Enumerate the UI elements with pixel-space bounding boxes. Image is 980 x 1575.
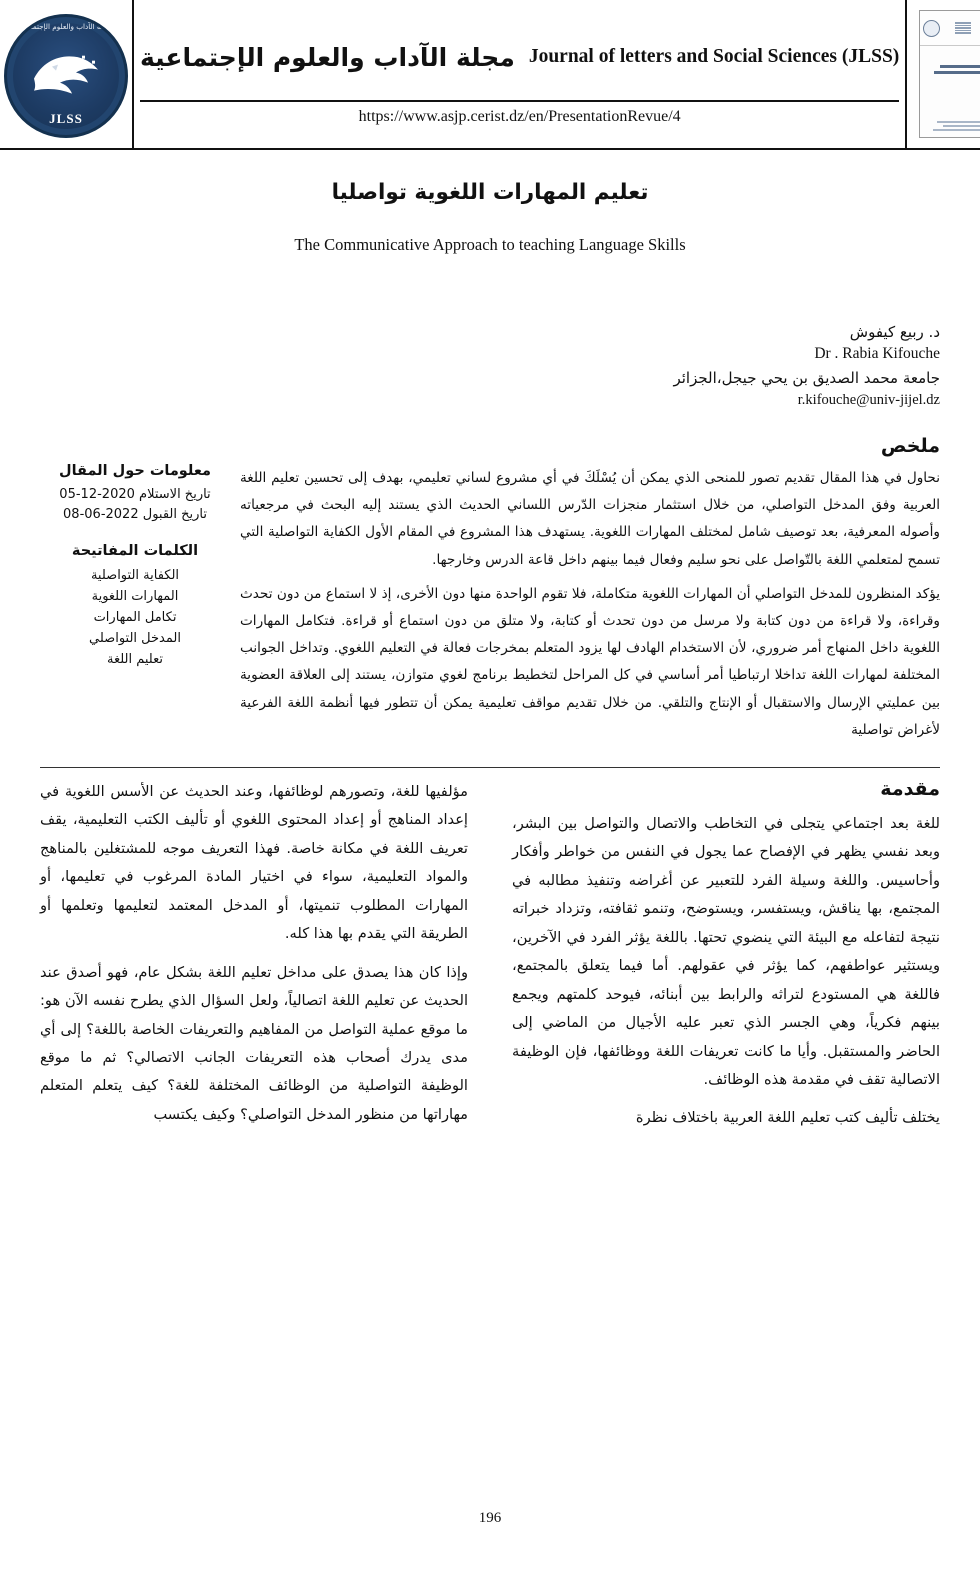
body-paragraph: للغة بعد اجتماعي يتجلى في التخاطب والاتصال والتواصل بين البشر، وبعد نفسي يظهر في الإفصاح عما يجول في النفس من خواطر وأفكار وأحاسيس. واللغة وسيلة الفرد للتعبير عن أغراضه وتنفيذ مطالبه في المجتمع، بها يناقش، ويستفسر، ويستوضح، وتنمو ثقافته، وتزداد خبراته نتيجة لتفاعله مع البيئة التي ينضوي تحتها. باللغة يؤثر الفرد في الآخرين، ويستثير عواطفهم، كما يؤثر في عقولهم. أما فيما يتعلق بالمجتمع، فاللغة هي المستودع لتراثه والرابط بين أبنائه، فيوحد كلمتهم ويجمع بينهم فكرياً، وهي الجسر الذي تعبر عليه الأجيال من الماضي إلى الحاضر والمستقبل. وأيا ما كانت تعريفات اللغة ووظائفها، فإن الوظيفة الاتصالية تقف في مقدمة هذه الوظائف. [512,814,940,1088]
abstract-body [230,435,940,751]
abstract-heading: ملخص [880,435,940,457]
received-date-line [40,485,230,505]
body-paragraph: وإذا كان هذا يصدق على مداخل تعليم اللغة بشكل عام، فهو أصدق عند الحديث عن تعليم اللغة اتصالياً، ولعل السؤال الذي يطرح نفسه الآن هو: ما موقع عملية التواصل من المفاهيم والتعريفات الخاصة باللغة؟ إلى أي مدى يدرك أصحاب هذه التعريفات الجانب الاتصالي؟ ثم ما موقع الوظيفة التواصلية من الوظائف المختلفة للغة؟ كيف يتعلم المتعلم مهاراتها من منظور المدخل التواصلي؟ وكيف يكتسب [40,963,468,1123]
logo-ring-text: مجلة الآداب والعلوم الإجتماعية [20,22,112,31]
author-block [40,323,940,409]
article-info-panel [40,435,230,751]
introduction-section [40,778,940,1143]
logo-acronym: JLSS [49,111,83,126]
jlss-seal-icon [4,14,128,138]
header-center [132,0,907,148]
dove-icon [22,45,110,103]
keyword-item: المهارات اللغوية [91,589,179,605]
article-page [0,150,980,1143]
author-affiliation: جامعة محمد الصديق بن يحي جيجل،الجزائر [673,369,940,387]
cover-footer-lines [920,121,980,131]
journal-url[interactable]: https://www.asjp.cerist.dz/en/PresentationRevue/4 [140,100,899,128]
journal-header [0,0,980,150]
column-left [40,778,490,1143]
page-number: 196 [478,1510,502,1526]
body-paragraph: مؤلفيها للغة، وتصورهم لوظائفها، وعند الحديث عن الأسس اللغوية في إعداد المناهج أو إعداد المحتوى اللغوي أو تأليف الكتب التعليمية، يقف تعريف اللغة في مكانة خاصة. فهذا التعريف موجه للمشتغلين بالمناهج والمواد التعليمية، سواء في اختيار المادة المرغوب في تعليمها، أو المهارات المطلوب تنميتها، أو المدخل المعتمد لتعليمها وتعلمها أو الطريقة التي يقدم بها هذا كله. [40,782,468,943]
abstract-paragraph: يؤكد المنظرون للمدخل التواصلي أن المهارات اللغوية متكاملة، فلا تقوم الواحدة منها دون الأخرى، إذ لا استماع من دون تحدث وقراءة، ولا قراءة من دون كتابة ولا مرسل من دون تحدث أو كتابة، ولا متلق من دون استماع أو قراءة. فتكامل المهارات اللغوية داخل المنهاج أمر ضروري، لأن الاستخدام الهادف لها يزود المتعلم بمخرجات فعالة في التعليم اللغوي. وتداخل الجوانب المختلفة لمهارات اللغة تداخلا ارتباطيا أمر أساسي في كل المراحل لتخطيط برنامج لغوي متوازن، يستند إلى العلاقة العضوية بين عمليتي الإرسال والاستقبال أو الإنتاج والتلقي. من خلال تقديم مواقف تعليمية يمكن أن تتطور فيها أنظمة اللغة الفرعية لأغراض تواصلية [240,585,940,738]
column-right [490,778,940,1143]
cover-secondary-seal-icon [923,20,940,37]
journal-name-en: Journal of letters and Social Sciences (JLSS) [528,46,900,67]
cover-title-lines [920,46,980,92]
author-name-ar: د. ربيع كيفوش [849,323,940,341]
keywords-heading: الكلمات المفاتيحة [71,543,199,560]
journal-name-ar: مجلة الآداب والعلوم الإجتماعية [140,42,515,72]
received-date: 2020-12-05 [59,487,135,502]
abstract-paragraph: نحاول في هذا المقال تقديم تصور للمنحى الذي يمكن أن يُسْلَكَ في أي مشروع لساني تعليمي، بهدف إلى تحسين تعليم اللغة العربية وفق المدخل التواصلي، من خلال استثمار منجزات الدّرس اللساني الحديث الذي يستند إليه البحث في مرجعياته وأصوله المعرفية، بعد توصيف شامل لمختلف المهارات اللغوية. يستهدف هذا المشروع في المقام الأول الكفاية التواصلية التي تسمح لمتعلمي اللغة بالتّواصل على نحو سليم وفعال فيما بينهم داخل قاعة الدرس وخارجها. [240,470,940,568]
keyword-item: تعليم اللغة [106,652,164,668]
abstract-section [40,435,940,751]
keyword-item: تكامل المهارات [93,610,177,626]
body-paragraph: يختلف تأليف كتب تعليم اللغة العربية باختلاف نظرة [635,1109,940,1127]
article-info-heading: معلومات حول المقال [59,463,211,479]
journal-logo [0,0,132,148]
accepted-date-line [40,505,230,525]
keyword-item: المدخل التواصلي [89,631,181,647]
section-divider [40,767,940,768]
accepted-label: تاريخ القبول [142,507,207,523]
cover-barcode-icon [955,22,971,34]
keyword-item: الكفاية التواصلية [90,568,180,584]
author-name-en: Dr . Rabia Kifouche [814,345,940,362]
page-title: تعليم المهارات اللغوية تواصليا [331,180,649,205]
accepted-date: 2022-06-08 [63,507,139,523]
received-label: تاريخ الاستلام [139,487,211,502]
journal-cover-thumbnail [907,0,980,148]
introduction-heading: مقدمة [880,777,940,800]
author-email[interactable]: r.kifouche@univ-jijel.dz [797,392,940,408]
page-title-en: The Communicative Approach to teaching Language Skills [294,235,686,254]
